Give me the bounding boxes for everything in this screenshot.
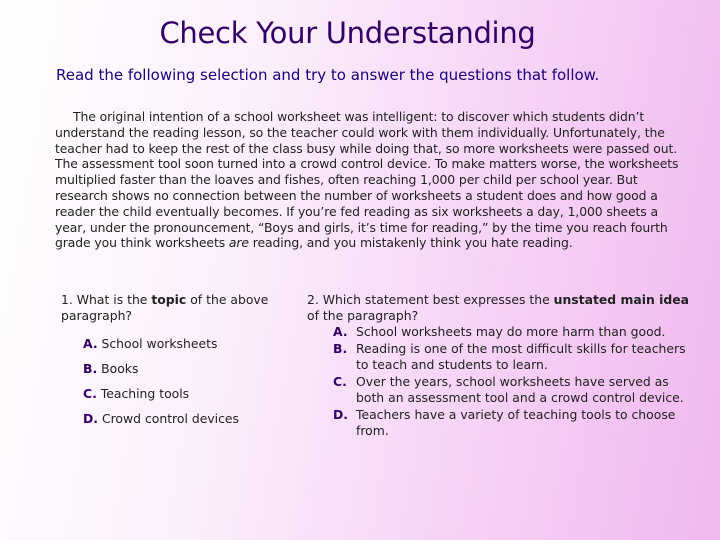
question-1-option-c[interactable] (83, 386, 291, 402)
question-2-stem (307, 292, 697, 324)
option-text: Books (101, 361, 139, 376)
instruction-text: Read the following selection and try to answer the questions that follow. (56, 66, 600, 84)
option-letter: D. (333, 407, 348, 422)
question-2-suffix: of the paragraph? (307, 308, 419, 323)
reading-passage (55, 109, 680, 251)
option-letter: B. (83, 361, 98, 376)
option-text: Reading is one of the most difficult skills for teachers to teach and students to learn. (356, 341, 686, 372)
question-2 (307, 292, 697, 440)
option-letter: D. (83, 411, 98, 426)
question-2-keyword: unstated main idea (553, 292, 689, 307)
option-text: Over the years, school worksheets have served as both an assessment tool and a crowd control device. (356, 374, 684, 405)
question-2-option-d[interactable] (333, 407, 697, 439)
question-1-prefix: 1. What is the (61, 292, 152, 307)
slide-title: Check Your Understanding (159, 16, 536, 50)
passage-emphasis: are (228, 235, 249, 251)
option-letter: C. (83, 386, 97, 401)
option-text: School worksheets (101, 336, 218, 351)
option-letter: B. (333, 341, 348, 356)
question-2-prefix: 2. Which statement best expresses the (307, 292, 554, 307)
option-text: Teachers have a variety of teaching tools to choose from. (356, 407, 676, 438)
option-text: School worksheets may do more harm than good. (356, 324, 666, 339)
option-letter: C. (333, 374, 347, 389)
question-1-suffix: of the above paragraph? (61, 292, 269, 323)
option-letter: A. (333, 324, 348, 339)
question-1 (61, 292, 291, 436)
question-2-option-c[interactable] (333, 374, 697, 406)
question-2-option-a[interactable] (333, 324, 697, 340)
question-2-option-b[interactable] (333, 341, 697, 373)
question-1-option-d[interactable] (83, 411, 291, 427)
question-1-option-b[interactable] (83, 361, 291, 377)
option-letter: A. (83, 336, 98, 351)
passage-text: The original intention of a school worksheet was intelligent: to discover which students didn’t understand the reading lesson, so the teacher could work with them individually. Unfortunately, the teacher had to keep the rest of the class busy while doing that, so more worksheets were passed out. The assessment tool soon turned into a crowd control device. To make matters worse, the worksheets multiplied faster than the loaves and fishes, often reaching 1,000 per child per school year. But research shows no connection between the number of worksheets a student does and how good a reader the child eventually becomes. If you’re fed reading as six worksheets a day, 1,000 sheets a year, under the pronouncement, “Boys and girls, it’s time for reading,” by the time you reach fourth grade you think worksheets (55, 109, 679, 251)
option-text: Teaching tools (100, 386, 190, 401)
question-1-option-a[interactable] (83, 336, 291, 352)
question-1-keyword: topic (151, 292, 187, 307)
option-text: Crowd control devices (101, 411, 239, 426)
passage-text-end: reading, and you mistakenly think you hate reading. (248, 235, 573, 251)
question-1-stem (61, 292, 291, 324)
